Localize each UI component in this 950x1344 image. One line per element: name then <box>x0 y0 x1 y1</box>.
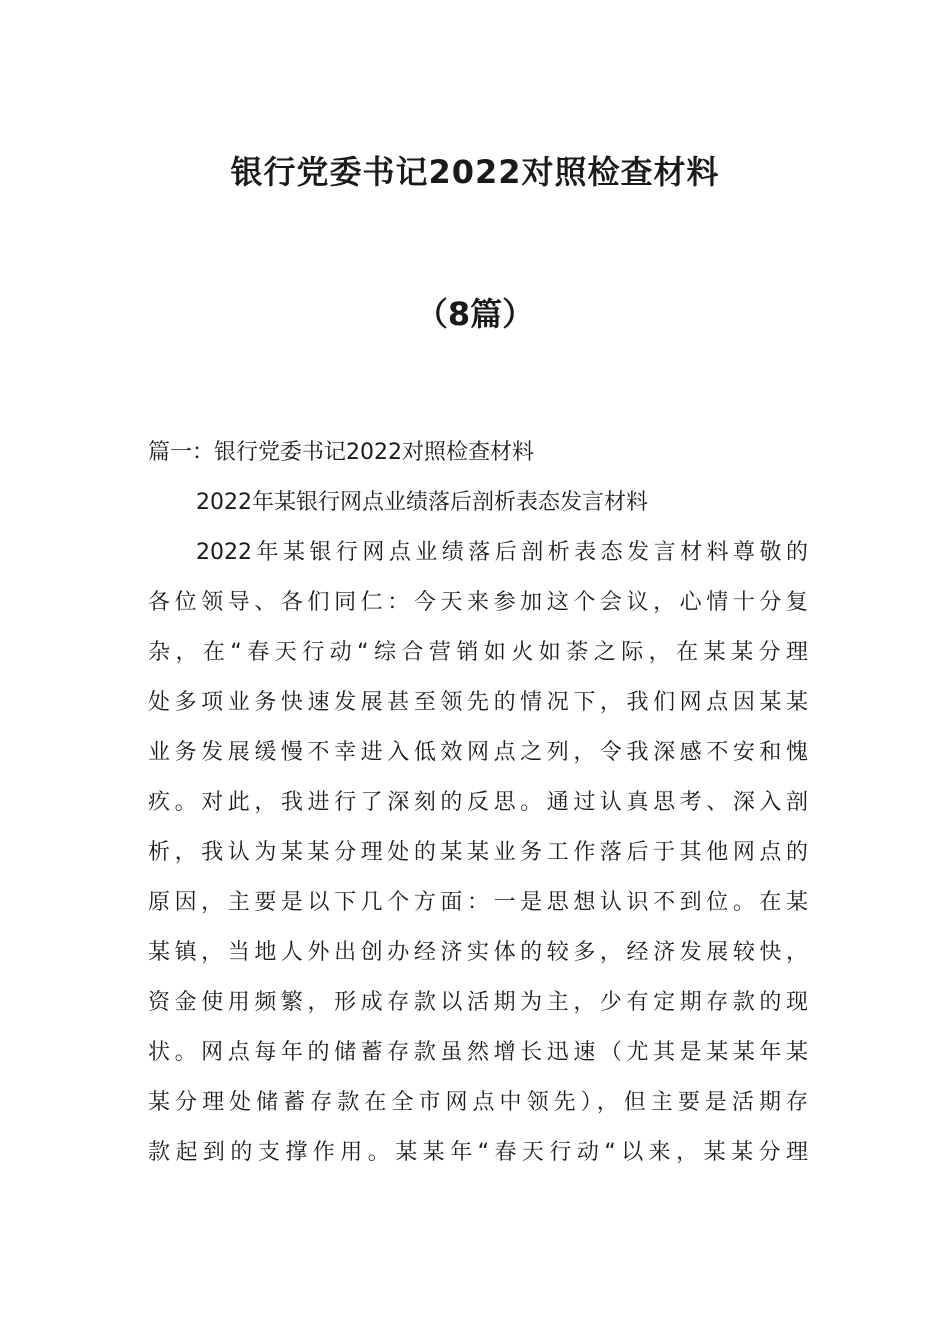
body-line: 原因，主要是以下几个方面：一是思想认识不到位。在某 <box>148 890 808 915</box>
section-heading: 篇一：银行党委书记2022对照检查材料 <box>148 440 534 465</box>
body-line: 疚。对此，我进行了深刻的反思。通过认真思考、深入剖 <box>148 790 808 815</box>
body-line: 处多项业务快速发展甚至领先的情况下，我们网点因某某 <box>148 690 808 715</box>
document-subtitle: （8篇） <box>415 295 535 333</box>
body-line: 资金使用频繁，形成存款以活期为主，少有定期存款的现 <box>148 990 808 1015</box>
article-title: 2022年某银行网点业绩落后剖析表态发言材料 <box>196 490 648 515</box>
body-line: 析，我认为某某分理处的某某业务工作落后于其他网点的 <box>148 840 808 865</box>
body-line: 某分理处储蓄存款在全市网点中领先），但主要是活期存 <box>148 1090 808 1115</box>
body-paragraph <box>148 536 808 1186</box>
body-line: 各位领导、各们同仁：今天来参加这个会议，心情十分复 <box>148 590 808 615</box>
body-line: 某镇，当地人外出创办经济实体的较多，经济发展较快， <box>148 940 808 965</box>
body-line: 款起到的支撑作用。某某年“春天行动“以来，某某分理 <box>148 1140 808 1165</box>
body-line: 状。网点每年的储蓄存款虽然增长迅速（尤其是某某年某 <box>148 1040 808 1065</box>
body-line: 业务发展缓慢不幸进入低效网点之列，令我深感不安和愧 <box>148 740 808 765</box>
body-line: 2022年某银行网点业绩落后剖析表态发言材料尊敬的 <box>196 540 808 565</box>
body-line: 杂，在“春天行动“综合营销如火如荼之际，在某某分理 <box>148 640 808 665</box>
document-title: 银行党委书记2022对照检查材料 <box>230 153 720 191</box>
